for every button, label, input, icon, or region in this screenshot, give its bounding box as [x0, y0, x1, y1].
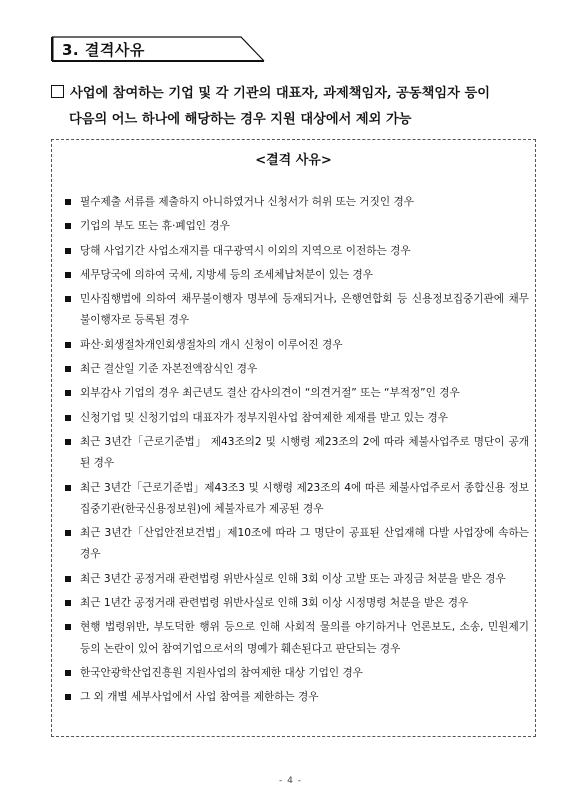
bullet-square-icon	[65, 272, 71, 278]
bullet-square-icon	[65, 248, 71, 254]
list-item: 신청기업 및 신청기업의 대표자가 정부지원사업 참여제한 제재를 받고 있는 경우	[64, 408, 529, 429]
disqualification-reasons-box	[51, 139, 536, 737]
list-item: 최근 3년간 공정거래 관련법령 위반사실로 인해 3회 이상 고발 또는 과징금 처분을 받은 경우	[64, 569, 529, 590]
reason-list	[64, 192, 529, 712]
bullet-square-icon	[65, 600, 71, 606]
eligibility-notice	[51, 81, 541, 133]
bullet-square-icon	[65, 342, 71, 348]
list-item: 세무당국에 의하여 국세, 지방세 등의 조세체납처분이 있는 경우	[64, 265, 529, 286]
page-number: - 4 -	[279, 776, 302, 786]
reasons-box-title: <결격 사유>	[255, 153, 332, 168]
notice-text-2: 다음의 어느 하나에 해당하는 경우 지원 대상에서 제외 가능	[69, 112, 412, 127]
bullet-square-icon	[65, 624, 71, 630]
list-item: 기업의 부도 또는 휴·폐업인 경우	[64, 216, 529, 237]
bullet-square-icon	[65, 576, 71, 582]
bullet-square-icon	[65, 415, 71, 421]
notice-line-2	[51, 107, 541, 133]
section-heading: 3. 결격사유	[62, 41, 145, 59]
checkbox-square-icon	[51, 85, 64, 98]
bullet-square-icon	[65, 390, 71, 396]
section-heading-tab	[51, 36, 265, 62]
bullet-square-icon	[65, 199, 71, 205]
list-item: 최근 3년간「근로기준법」제43조3 및 시행령 제23조의 4에 따른 체불사업주로서 종합신용 정보집중기관(한국신용정보원)에 체불자료가 제공된 경우	[64, 478, 529, 521]
bullet-square-icon	[65, 485, 71, 491]
list-item: 현행 법령위반, 부도덕한 행위 등으로 인해 사회적 물의를 야기하거나 언론보도, 소송, 민원제기 등의 논란이 있어 참여기업으로서의 명예가 훼손된다고 판단되는 경우	[64, 617, 529, 660]
bullet-square-icon	[65, 694, 71, 700]
bullet-square-icon	[65, 530, 71, 536]
bullet-square-icon	[65, 296, 71, 302]
bullet-square-icon	[65, 439, 71, 445]
list-item: 민사집행법에 의하여 채무불이행자 명부에 등재되거나, 은행연합회 등 신용정보집중기관에 채무불이행자로 등록된 경우	[64, 289, 529, 332]
bullet-square-icon	[65, 670, 71, 676]
list-item: 최근 3년간「근로기준법」 제43조의2 및 시행령 제23조의 2에 따라 체불사업주로 명단이 공개된 경우	[64, 432, 529, 475]
bullet-square-icon	[65, 223, 71, 229]
bullet-square-icon	[65, 366, 71, 372]
list-item: 최근 1년간 공정거래 관련법령 위반사실로 인해 3회 이상 시정명령 처분을 받은 경우	[64, 593, 529, 614]
list-item: 최근 결산일 기준 자본전액잠식인 경우	[64, 359, 529, 380]
list-item: 필수제출 서류를 제출하지 아니하였거나 신청서가 허위 또는 거짓인 경우	[64, 192, 529, 213]
list-item: 한국안광학산업진흥원 지원사업의 참여제한 대상 기업인 경우	[64, 663, 529, 684]
list-item: 당해 사업기간 사업소재지를 대구광역시 이외의 지역으로 이전하는 경우	[64, 241, 529, 262]
notice-line-1	[51, 81, 541, 107]
list-item: 파산·회생절차개인회생절차의 개시 신청이 이루어진 경우	[64, 335, 529, 356]
list-item: 최근 3년간「산업안전보건법」제10조에 따라 그 명단이 공표된 산업재해 다발 사업장에 속하는 경우	[64, 523, 529, 566]
list-item: 외부감사 기업의 경우 최근년도 결산 감사의견이 “의견거절” 또는 “부적정”인 경우	[64, 383, 529, 404]
list-item: 그 외 개별 세부사업에서 사업 참여를 제한하는 경우	[64, 687, 529, 708]
notice-text-1: 사업에 참여하는 기업 및 각 기관의 대표자, 과제책임자, 공동책임자 등이	[70, 86, 490, 101]
